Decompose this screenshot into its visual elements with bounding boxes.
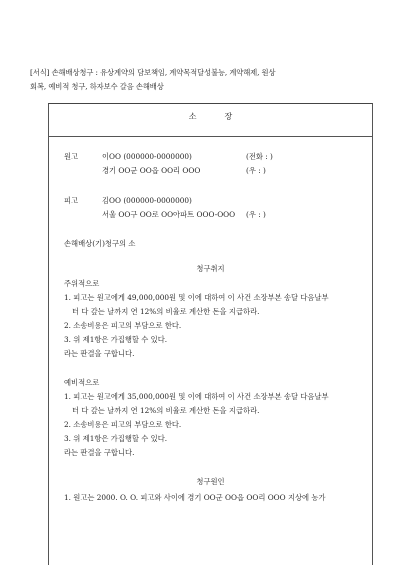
complaint-form-box (48, 103, 373, 565)
claim-cause-first-line: 1. 원고는 2000. O. O. 피고와 사이에 경기 OO군 OO읍 OO리 OOO 지상에 농가 (64, 493, 326, 502)
header-line-2: 회복, 예비적 청구, 하자보수 갈음 손해배상 (30, 82, 164, 91)
primary-claim-item: 2. 소송비용은 피고의 부담으로 한다. (64, 321, 182, 330)
claim-purpose-heading: 청구취지 (196, 264, 225, 273)
defendant-zip: (우 : ) (246, 210, 266, 219)
form-header (30, 66, 375, 94)
plaintiff-address: 경기 OO군 OO읍 OO리 OOO (102, 166, 201, 175)
primary-claim-label: 주위적으로 (64, 279, 100, 288)
primary-claim-closing: 라는 판결을 구합니다. (64, 349, 135, 358)
secondary-claim-label: 예비적으로 (64, 378, 100, 387)
document-title: 소장 (188, 112, 261, 121)
claim-cause-heading: 청구원인 (196, 477, 225, 486)
case-name: 손해배상(기)청구의 소 (64, 239, 136, 248)
plaintiff-role: 원고 (64, 152, 79, 161)
defendant-address: 서울 OO구 OO로 OO아파트 OOO-OOO (102, 210, 236, 219)
primary-claim-item: 터 다 갚는 날까지 연 12%의 비율로 계산한 돈을 지급하라. (72, 307, 260, 316)
secondary-claim-closing: 라는 판결을 구합니다. (64, 448, 135, 457)
plaintiff-name: 이OO (000000-0000000) (102, 152, 192, 161)
secondary-claim-item: 3. 위 제1항은 가집행할 수 있다. (64, 434, 168, 443)
plaintiff-zip: (우 : ) (246, 166, 266, 175)
secondary-claim-item: 1. 피고는 원고에게 35,000,000원 및 이에 대하여 이 사건 소장부본 송달 다음날부 (64, 392, 329, 401)
secondary-claim-item: 2. 소송비용은 피고의 부담으로 한다. (64, 420, 182, 429)
defendant-name: 김OO (000000-0000000) (102, 196, 192, 205)
title-divider (49, 136, 372, 137)
secondary-claim-item: 터 다 갚는 날까지 연 12%의 비율로 계산한 돈을 지급하라. (72, 406, 260, 415)
primary-claim-item: 1. 피고는 원고에게 49,000,000원 및 이에 대하여 이 사건 소장부본 송달 다음날부 (64, 293, 329, 302)
header-line-1: [서식] 손해배상청구 : 유상계약의 담보책임, 계약목적달성불능, 계약해제, 원상 (30, 68, 276, 77)
plaintiff-phone: (전화 : ) (246, 152, 273, 161)
defendant-role: 피고 (64, 196, 79, 205)
primary-claim-item: 3. 위 제1항은 가집행할 수 있다. (64, 335, 168, 344)
